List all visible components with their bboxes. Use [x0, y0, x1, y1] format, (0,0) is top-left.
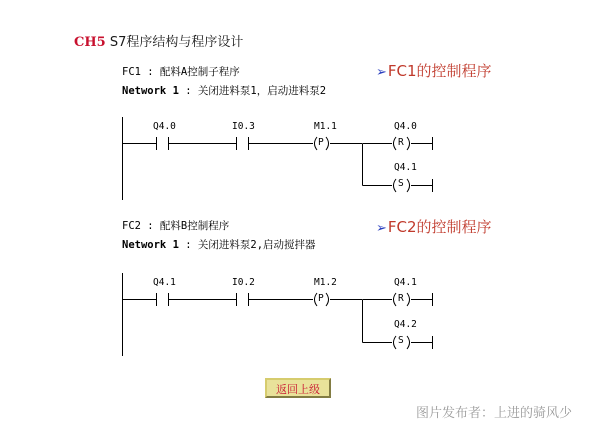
fc2-pcoil-type: P [318, 293, 324, 304]
fc2-network-label: Network 1 [122, 239, 179, 251]
fc2-pcoil-left-paren [315, 293, 318, 306]
fc1-coil2-label: Q4.1 [394, 162, 417, 173]
fc2-contact1-label: Q4.1 [153, 277, 176, 288]
watermark-text: 图片发布者：上进的骑风少 [416, 406, 573, 421]
fc2-coil1-type: R [398, 293, 404, 304]
back-button[interactable]: 返回上级 [265, 378, 331, 398]
fc1-coil2-type: S [398, 178, 404, 189]
fc1-coil1-type: R [398, 137, 404, 148]
fc2-link-label: FC2的控制程序 [387, 218, 492, 236]
fc1-coil1-left-paren [394, 137, 397, 150]
fc1-pcoil-type: P [318, 137, 324, 148]
fc1-pcoil-label: M1.1 [314, 121, 337, 132]
fc2-coil2-type: S [398, 335, 404, 346]
chapter-title: S7程序结构与程序设计 [109, 35, 244, 50]
fc1-coil1-label: Q4.0 [394, 121, 417, 132]
fc2-title: FC2 : 配料B控制程序 [122, 220, 230, 232]
fc2-pcoil-right-paren [326, 293, 329, 306]
fc2-pcoil-label: M1.2 [314, 277, 337, 288]
fc2-network-desc: : 关闭进料泵2,启动搅拌器 [185, 239, 316, 251]
fc2-coil2-right-paren [407, 336, 410, 349]
fc1-title: FC1 : 配料A控制子程序 [122, 66, 240, 78]
fc2-coil2-left-paren [394, 336, 397, 349]
fc1-coil1-right-paren [407, 137, 410, 150]
fc1-coil2-left-paren [394, 179, 397, 192]
arrow-icon: ➢ [376, 65, 387, 80]
fc2-coil1-right-paren [407, 293, 410, 306]
fc1-pcoil-right-paren [326, 137, 329, 150]
fc2-coil1-left-paren [394, 293, 397, 306]
fc1-link-label: FC1的控制程序 [387, 62, 492, 80]
arrow-icon: ➢ [376, 221, 387, 236]
fc2-contact2-label: I0.2 [232, 277, 255, 288]
fc1-coil2-right-paren [407, 179, 410, 192]
chapter-label: CH5 [74, 35, 106, 50]
fc1-network-desc: : 关闭进料泵1，启动进料泵2 [185, 85, 327, 97]
fc2-coil2-label: Q4.2 [394, 319, 417, 330]
fc1-contact1-label: Q4.0 [153, 121, 176, 132]
fc1-network-label: Network 1 [122, 85, 179, 97]
fc1-contact2-label: I0.3 [232, 121, 255, 132]
fc2-coil1-label: Q4.1 [394, 277, 417, 288]
fc1-pcoil-left-paren [315, 137, 318, 150]
